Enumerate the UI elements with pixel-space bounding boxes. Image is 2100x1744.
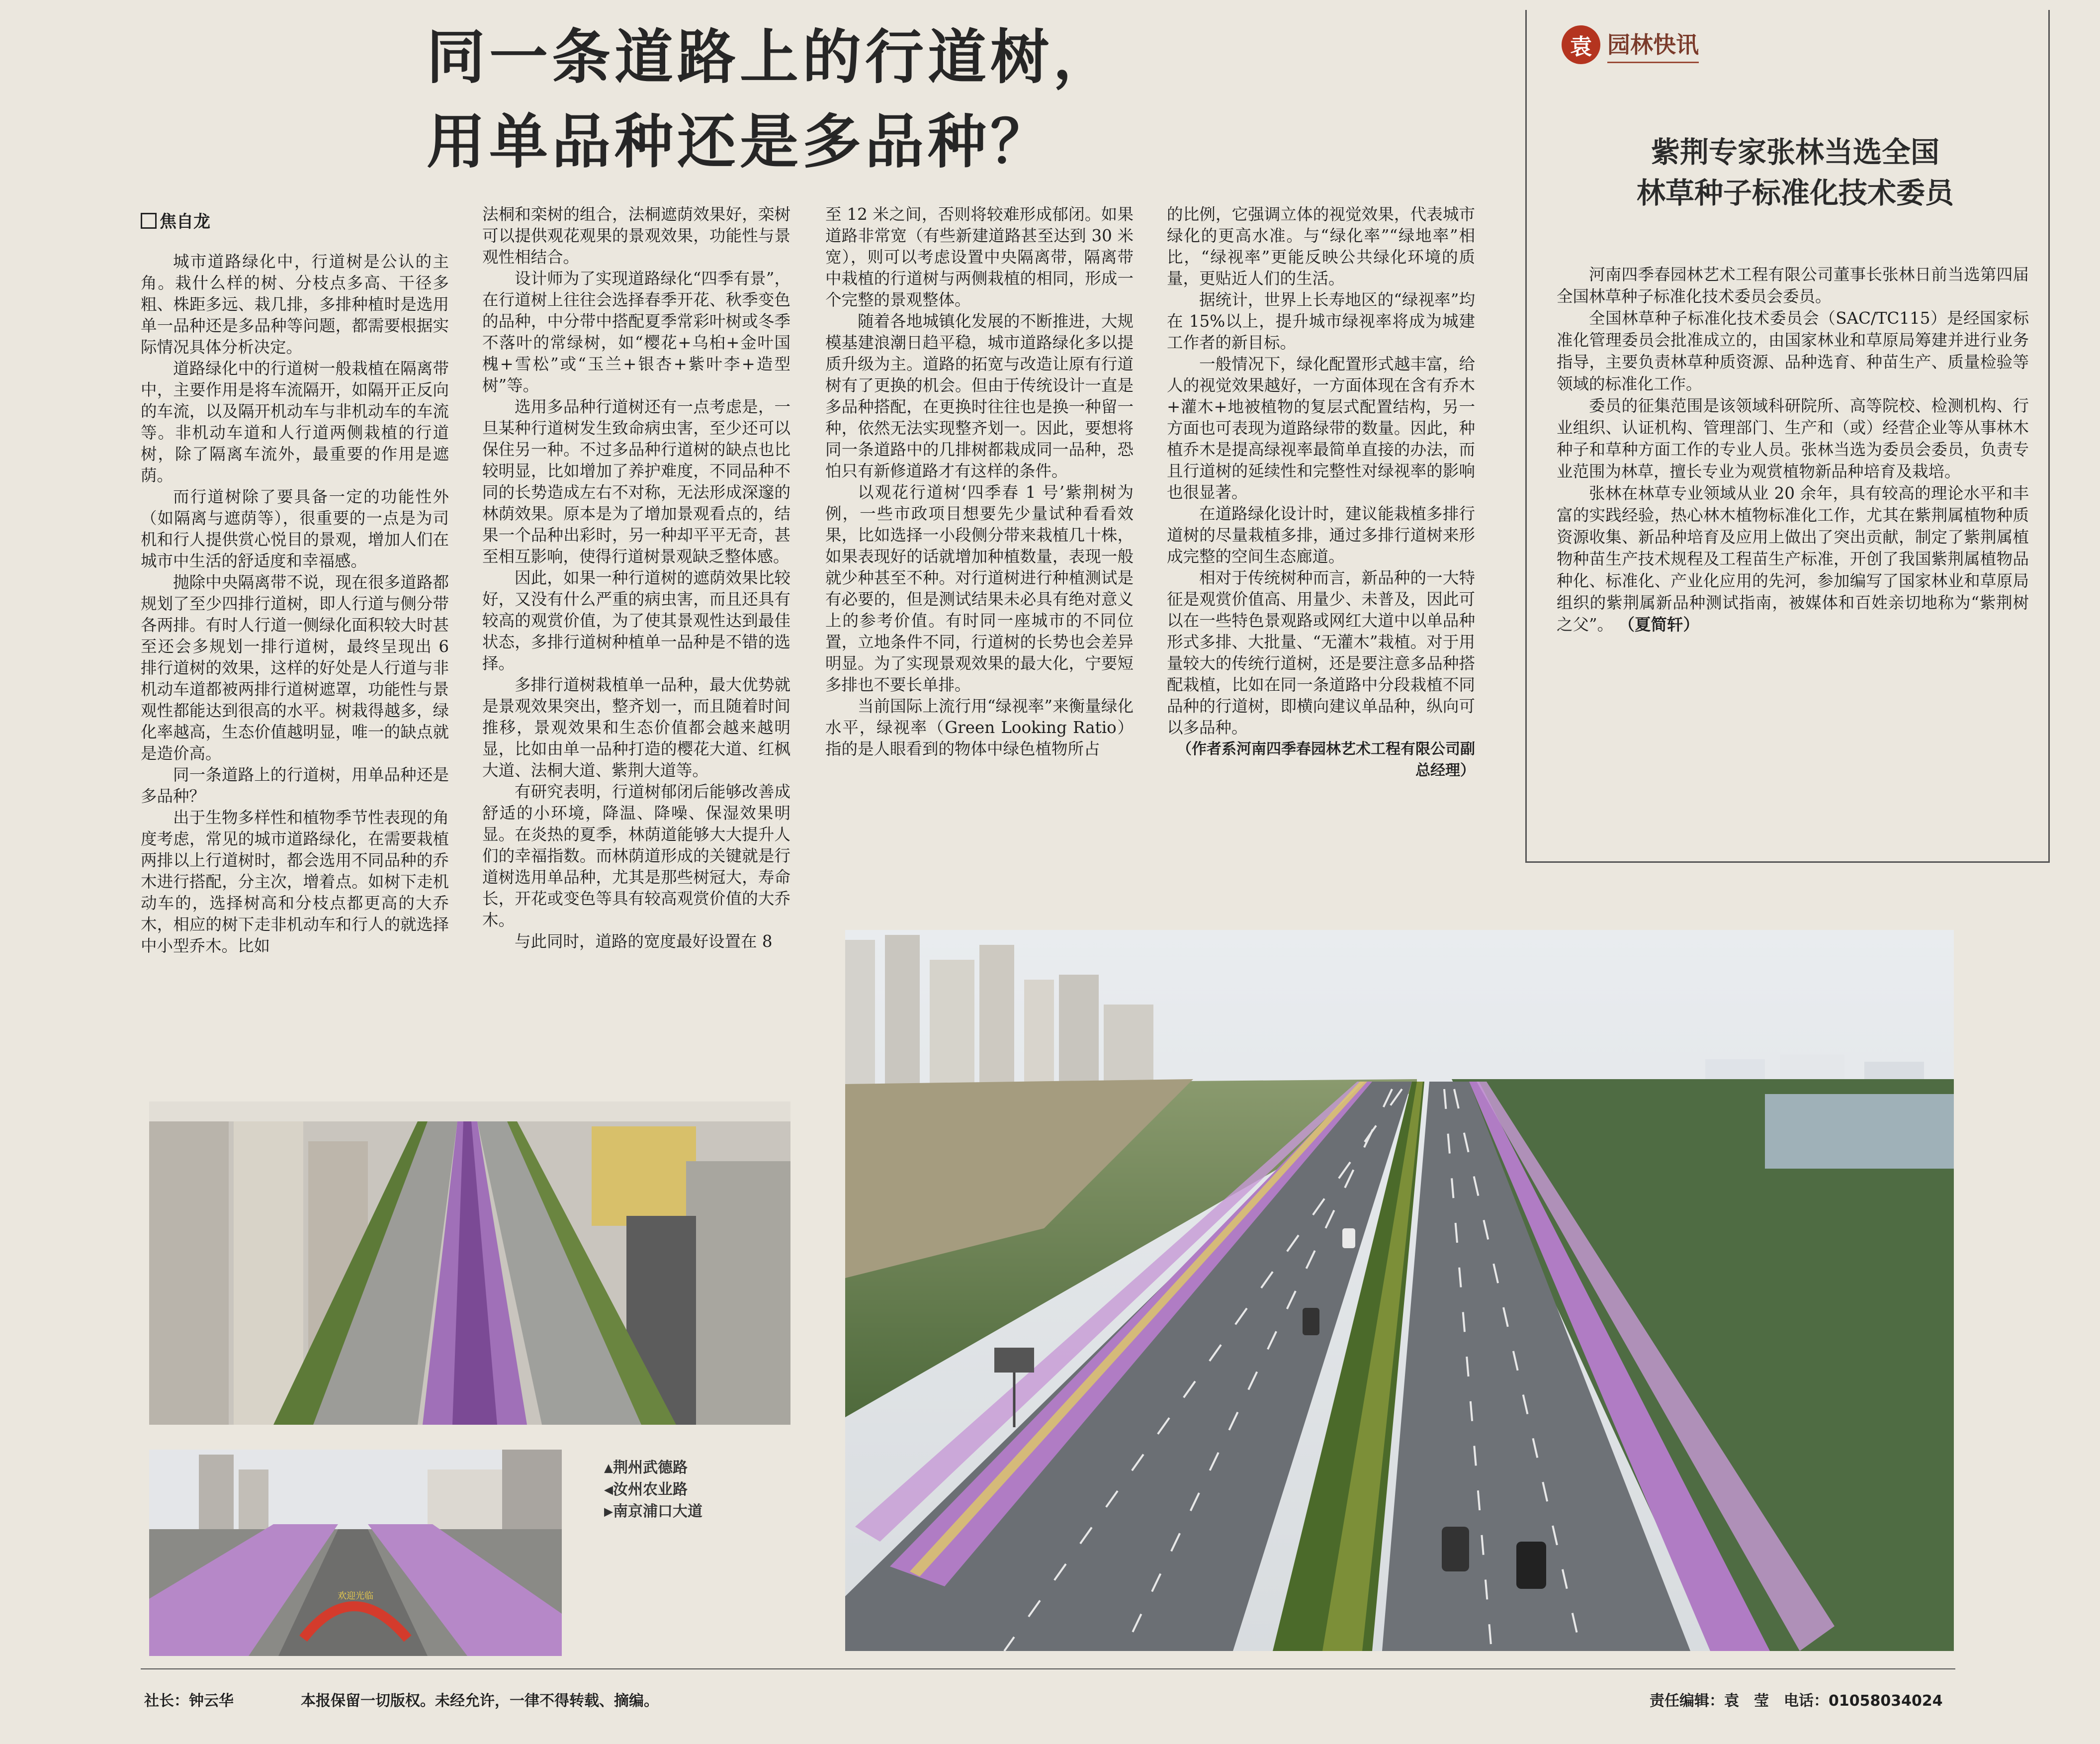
- brief-title-line-2: 林草种子标准化技术委员: [1636, 176, 1954, 210]
- section-label: 园林快讯: [1607, 27, 1699, 63]
- paragraph: 与此同时，道路的宽度最好设置在 8: [515, 932, 773, 951]
- paragraph: 同一条道路上的行道树，用单品种还是多品种？: [141, 765, 449, 806]
- paragraph: 河南四季春园林艺术工程有限公司董事长张林日前当选第四届全国林草种子标准化技术委员会委员。: [1557, 265, 2029, 306]
- seal-icon: 袁: [1562, 25, 1600, 64]
- author-note: （作者系河南四季春园林艺术工程有限公司副总经理）: [1177, 740, 1475, 779]
- section-brand: [1562, 22, 1699, 67]
- brief-title-line-1: 紫荆专家张林当选全国: [1651, 135, 1939, 169]
- paragraph: 道路绿化中的行道树一般栽植在隔离带中，主要作用是将车流隔开，如隔开正反向的车流，以及隔开机动车与非机动车的车流等。非机动车道和人行道两侧栽植的行道树，除了隔离车流外，最重要的作用是遮荫。: [141, 359, 449, 485]
- brief-signature: （夏简轩）: [1618, 615, 1699, 634]
- paragraph: 至 12 米之间，否则将较难形成郁闭。如果道路非常宽（有些新建道路甚至达到 30 米宽），则可以考虑设置中央隔离带，隔离带中栽植的行道树与两侧栽植的相同，形成一个完整的景观整体。: [825, 205, 1134, 309]
- photo-jingzhou-wude-road: [149, 1101, 790, 1425]
- paragraph: 城市道路绿化中，行道树是公认的主角。栽什么样的树、分枝点多高、干径多粗、株距多远、栽几排，多排种植时是选用单一品种还是多品种等问题，都需要根据实际情况具体分析决定。: [141, 252, 449, 357]
- paragraph: 设计师为了实现道路绿化“四季有景”，在行道树上往往会选择春季开花、秋季变色的品种，中分带中搭配夏季常彩叶树或冬季不落叶的常绿树，如“樱花+乌桕+金叶国槐+雪松”或“玉兰+银杏+紫叶李+造型树”等。: [482, 269, 790, 395]
- caption-ruzhou: ◀汝州农业路: [604, 1481, 688, 1498]
- brief-body: [1557, 264, 2029, 860]
- headline: [427, 15, 1520, 184]
- paragraph: 当前国际上流行用“绿视率”来衡量绿化水平，绿视率（Green Looking Ratio）指的是人眼看到的物体中绿色植物所占: [825, 697, 1134, 758]
- caption-nanjing: ▶南京浦口大道: [604, 1503, 703, 1520]
- article-column-2: [482, 204, 790, 1069]
- paragraph: 随着各地城镇化发展的不断推进，大规模基建浪潮日趋平稳，城市道路绿化多以提质升级为主。道路的拓宽与改造让原有行道树有了更换的机会。但由于传统设计一直是多品种搭配，在更换时往往也是换一种留一种，依然无法实现整齐划一。因此，要想将同一条道路中的几排树都栽成同一品种，恐怕只有新修道路才有这样的条件。: [825, 312, 1134, 480]
- paragraph: 的比例，它强调立体的视觉效果，代表城市绿化的更高水准。与“绿化率”“绿地率”相比，“绿视率”更能反映公共绿化环境的质量，更贴近人们的生活。: [1167, 205, 1475, 288]
- paragraph: 因此，如果一种行道树的遮荫效果比较好，又没有什么严重的病虫害，而且还具有较高的观赏价值，为了使其景观性达到最佳状态，多排行道树种植单一品种是不错的选择。: [482, 568, 790, 673]
- footer-publisher: 社长：钟云华: [144, 1692, 234, 1710]
- paragraph: 全国林草种子标准化技术委员会（SAC/TC115）是经国家标准化管理委员会批准成立的，由国家林业和草原局筹建并进行业务指导，主要负责林草种质资源、品种选育、种苗生产、质量检验等领域的标准化工作。: [1557, 309, 2029, 393]
- paragraph: 选用多品种行道树还有一点考虑是，一旦某种行道树发生致命病虫害，至少还可以保住另一种。不过多品种行道树的缺点也比较明显，比如增加了养护难度，不同品种不同的长势造成左右不对称，无法形成深邃的林荫效果。原本是为了增加景观看点的，结果一个品种出彩时，另一种却平平无奇，甚至相互影响，使得行道树景观缺乏整体感。: [482, 397, 790, 566]
- paragraph: 以观花行道树‘四季春 1 号’紫荆树为例，一些市政项目想要先少量试种看看效果，比如选择一小段侧分带来栽植几十株，如果表现好的话就增加种植数量，表现一般就少种甚至不种。对行道树进行种植测试是有必要的，但是测试结果未必具有绝对意义上的参考价值。有时同一座城市的不同位置，立地条件不同，行道树的长势也会差异明显。为了实现景观效果的最大化，宁要短多排也不要长单排。: [825, 483, 1134, 694]
- arch-sign-text: 欢迎光临: [338, 1591, 373, 1601]
- paragraph: 在道路绿化设计时，建议能栽植多排行道树的尽量栽植多排，通过多排行道树来形成完整的空间生态廊道。: [1167, 504, 1475, 566]
- paragraph: 相对于传统树种而言，新品种的一大特征是观赏价值高、用量少、未普及，因此可以在一些特色景观路或网红大道中以单品种形式多排、大批量、“无灌木”栽植。对于用量较大的传统行道树，还是要注意多品种搭配栽植，比如在同一条道路中分段栽植不同品种的行道树，即横向建议单品种，纵向可以多品种。: [1167, 568, 1475, 737]
- footer-editor: 责任编辑：袁 莹 电话：01058034024: [1650, 1692, 1943, 1710]
- paragraph: [1557, 482, 2029, 636]
- headline-line-1: 同一条道路上的行道树，: [427, 23, 1116, 92]
- byline: [141, 208, 210, 232]
- article-column-4: [1167, 204, 1475, 865]
- photo-ruzhou-nongye-road: [149, 1450, 562, 1656]
- paragraph: 出于生物多样性和植物季节性表现的角度考虑，常见的城市道路绿化，在需要栽植两排以上行道树时，都会选用不同品种的乔木进行搭配，分主次，增着点。如树下走机动车的，选择树高和分枝点都更高的大乔木，相应的树下走非机动车和行人的就选择中小型乔木。比如: [141, 808, 449, 955]
- caption-jingzhou: ▲荆州武德路: [604, 1459, 688, 1476]
- news-brief-sidebar: [1525, 10, 2050, 863]
- paragraph: 委员的征集范围是该领域科研院所、高等院校、检测机构、行业组织、认证机构、管理部门、生产和（或）经营企业等从事林木种子和草种方面工作的专业人员。张林当选为委员会委员，负责专业范围为林草，擅长专业为观赏植物新品种培育及栽培。: [1557, 396, 2029, 481]
- paragraph: 一般情况下，绿化配置形式越丰富，给人的视觉效果越好，一方面体现在含有乔木+灌木+地被植物的复层式配置结构，另一方面也可表现为道路绿带的数量。因此，种植乔木是提高绿视率最简单直接的办法，而且行道树的延续性和完整性对绿视率的影响也很显著。: [1167, 355, 1475, 502]
- paragraph: 有研究表明，行道树郁闭后能够改善成舒适的小环境，降温、降噪、保湿效果明显。在炎热的夏季，林荫道能够大大提升人们的幸福指数。而林荫道形成的关键就是行道树选用单品种，尤其是那些树冠大，寿命长，开花或变色等具有较高观赏价值的大乔木。: [482, 782, 790, 929]
- paragraph: 法桐和栾树的组合，法桐遮荫效果好，栾树可以提供观花观果的景观效果，功能性与景观性相结合。: [482, 205, 790, 267]
- byline-author: 焦自龙: [160, 212, 210, 232]
- footer-copyright: 本报保留一切版权。未经允许，一律不得转载、摘编。: [301, 1692, 659, 1710]
- photo-nanjing-pukou-avenue: [845, 930, 1954, 1651]
- paragraph-text: 张林在林草专业领域从业 20 余年，具有较高的理论水平和丰富的实践经验，热心林木植物标准化工作，尤其在紫荆属植物种质资源收集、新品种培育及应用上做出了突出贡献，制定了紫荆属植物种苗生产技术规程及工程苗生产标准，开创了我国紫荆属植物品种化、标准化、产业化应用的先河，参加编写了国家林业和草原局组织的紫荆属新品种测试指南，被媒体和百姓亲切地称为“紫荆树之父”。: [1557, 484, 2029, 634]
- paragraph: 而行道树除了要具备一定的功能性外（如隔离与遮荫等），很重要的一点是为司机和行人提供赏心悦目的景观，增加人们在城市中生活的舒适度和幸福感。: [141, 487, 449, 570]
- headline-line-2: 用单品种还是多品种？: [427, 107, 1053, 176]
- footer-rule: [141, 1668, 1955, 1669]
- article-column-3: [825, 204, 1134, 965]
- brief-title: [1557, 132, 2034, 213]
- photo-captions: [604, 1457, 702, 1523]
- paragraph: 抛除中央隔离带不说，现在很多道路都规划了至少四排行道树，即人行道与侧分带各两排。有时人行道一侧绿化面积较大时甚至还会多规划一排行道树，最终呈现出 6 排行道树的效果，这样的好处是人行道与非机动车道都被两排行道树遮罩，功能性与景观性都能达到很高的水平。树栽得越多，绿化率越高，生态价值越明显，唯一的缺点就是造价高。: [141, 573, 449, 763]
- article-column-1: [141, 251, 449, 1097]
- byline-box-icon: [141, 213, 157, 229]
- paragraph: 多排行道树栽植单一品种，最大优势就是景观效果突出，整齐划一，而且随着时间推移，景观效果和生态价值都会越来越明显，比如由单一品种打造的樱花大道、红枫大道、法桐大道、紫荆大道等。: [482, 675, 790, 780]
- paragraph: 据统计，世界上长寿地区的“绿视率”均在 15%以上，提升城市绿视率将成为城建工作者的新目标。: [1167, 290, 1475, 352]
